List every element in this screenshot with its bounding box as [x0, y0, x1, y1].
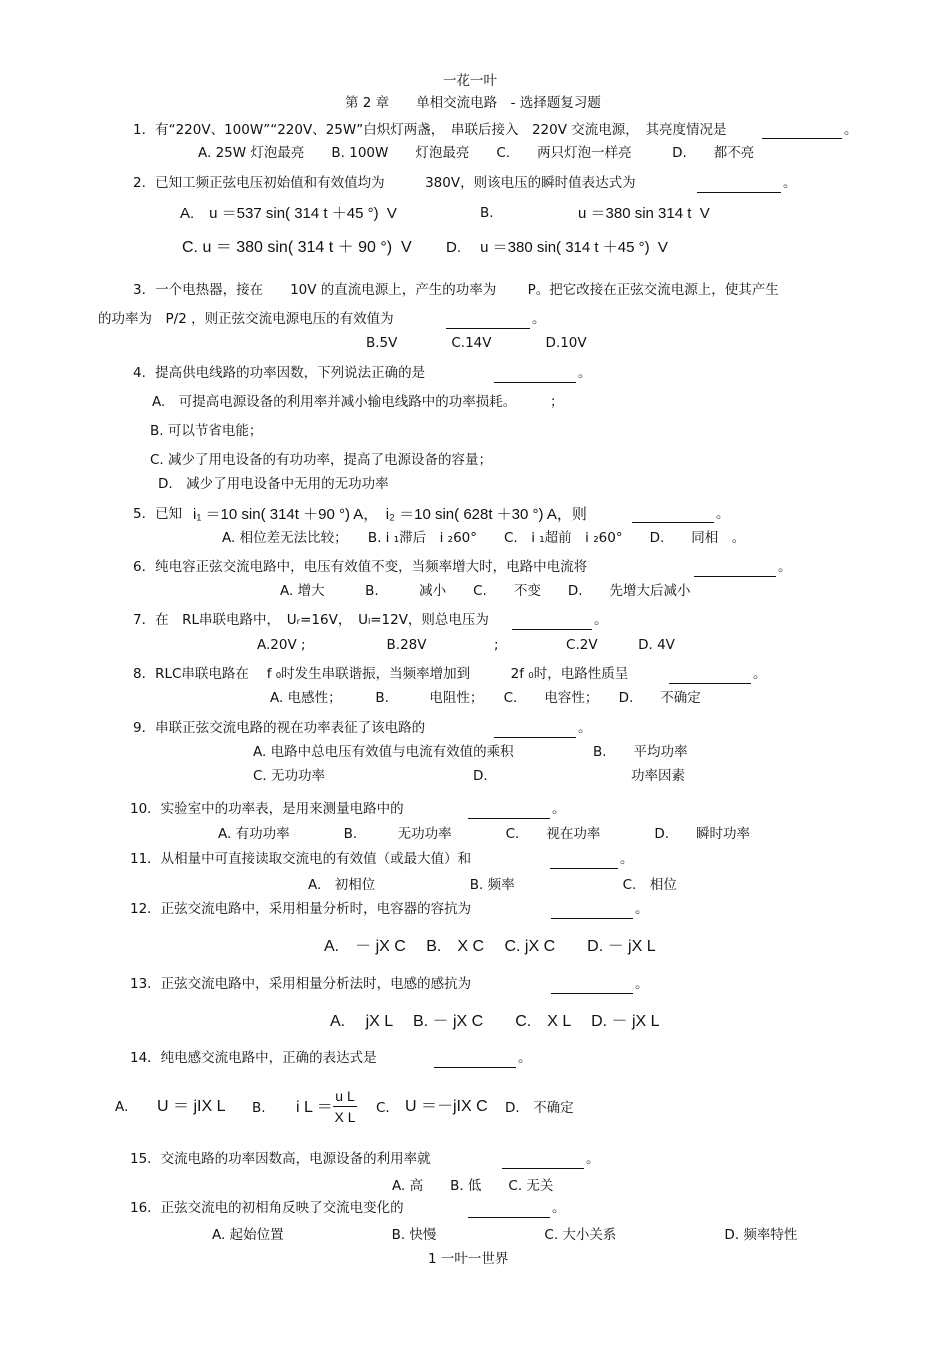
- q16-options: A. 起始位置 B. 快慢 C. 大小关系 D. 频率特性: [212, 1227, 798, 1243]
- q10-period: 。: [552, 801, 566, 817]
- q6-period: 。: [778, 559, 792, 575]
- q11-stem: 11．从相量中可直接读取交流电的有效值（或最大值）和: [130, 851, 472, 867]
- q8-period: 。: [753, 666, 767, 682]
- q10-options: A. 有功功率 B. 无功功率 C. 视在功率 D. 瞬时功率: [218, 826, 751, 842]
- q3-stem-line2: 的功率为 P/2 ，则正弦交流电源电压的有效值为: [98, 311, 394, 327]
- q9-stem: 9．串联正弦交流电路的视在功率表征了该电路的: [133, 720, 426, 736]
- q13-options: A. jX L B. － jX C C. X L D. － jX L: [330, 1013, 660, 1030]
- q7-period: 。: [594, 612, 608, 628]
- q6-blank[interactable]: [694, 576, 776, 577]
- q7-stem: 7．在 RL串联电路中， Uᵣ=16V， Uₗ=12V，则总电压为: [133, 612, 489, 628]
- q5-period: 。: [716, 506, 730, 522]
- q14-option-b-label: B.: [252, 1100, 266, 1116]
- q12-blank[interactable]: [551, 918, 633, 919]
- q4-blank[interactable]: [494, 382, 576, 383]
- q16-stem: 16．正弦交流电的初相角反映了交流电变化的: [130, 1200, 404, 1216]
- q4-period: 。: [578, 365, 592, 381]
- q13-blank[interactable]: [551, 993, 633, 994]
- q6-options: A. 增大 B. 减小 C. 不变 D. 先增大后减小: [280, 583, 691, 599]
- q3-blank[interactable]: [446, 328, 530, 329]
- q14-stem: 14．纯电感交流电路中，正确的表达式是: [130, 1050, 377, 1066]
- q9-option-c: C. 无功功率: [253, 768, 326, 784]
- q11-options: A. 初相位 B. 频率 C. 相位: [308, 877, 677, 893]
- q13-stem: 13．正弦交流电路中，采用相量分析法时，电感的感抗为: [130, 976, 472, 992]
- q14-fraction-denominator: X L: [334, 1109, 356, 1125]
- q5-blank[interactable]: [632, 522, 714, 523]
- q4-option-b: B. 可以节省电能；: [150, 423, 263, 439]
- q3-period: 。: [532, 311, 546, 327]
- q14-option-b-fraction: [333, 1088, 357, 1125]
- q2-option-c: C. u ＝ 380 sin( 314 t ＋ 90 °) V: [182, 239, 412, 256]
- q4-option-a: A. 可提高电源设备的利用率并减小输电线路中的功率损耗。 ；: [152, 394, 564, 410]
- q1-stem: 1．有“220V、100W”“220V、25W”白炽灯两盏， 串联后接入 220V 交流电源， 其亮度情况是: [133, 122, 727, 138]
- chapter-title: 第 2 章 单相交流电路 - 选择题复习题: [345, 95, 601, 111]
- q1-options: A. 25W 灯泡最亮 B. 100W 灯泡最亮 C. 两只灯泡一样亮 D. 都不亮: [198, 145, 755, 161]
- q9-option-d-label: D.: [473, 768, 488, 784]
- q5-expression: i₁ ＝10 sin( 314t ＋90 °) A， i₂ ＝10 sin( 628t ＋30 °) A，则: [193, 506, 587, 523]
- q8-stem: 8．RLC串联电路在 f ₀时发生串联谐振，当频率增加到 2f ₀时，电路性质呈: [133, 666, 629, 682]
- q8-options: A. 电感性； B. 电阻性； C. 电容性； D. 不确定: [270, 690, 701, 706]
- q3-options: B.5V C.14V D.10V: [366, 335, 587, 351]
- q2-blank[interactable]: [697, 192, 781, 193]
- q14-option-c-label: C.: [376, 1100, 390, 1116]
- q4-option-c: C. 减少了用电设备的有功功率，提高了电源设备的容量；: [150, 452, 493, 468]
- q1-blank[interactable]: [762, 138, 842, 139]
- q8-blank[interactable]: [669, 683, 751, 684]
- q2-option-a: A. u ＝537 sin( 314 t ＋45 °) V: [180, 205, 397, 222]
- q2-option-b: u ＝380 sin 314 t V: [578, 205, 710, 222]
- q16-blank[interactable]: [468, 1217, 550, 1218]
- q15-stem: 15．交流电路的功率因数高，电源设备的利用率就: [130, 1151, 431, 1167]
- q9-option-a: A. 电路中总电压有效值与电流有效值的乘积: [253, 744, 514, 760]
- q9-blank[interactable]: [494, 737, 576, 738]
- q2-period: 。: [783, 175, 797, 191]
- q11-period: 。: [620, 851, 634, 867]
- q9-option-b: B. 平均功率: [593, 744, 688, 760]
- q14-option-a: U ＝ jIX L: [157, 1098, 226, 1115]
- q14-option-a-label: A.: [115, 1099, 129, 1115]
- q15-blank[interactable]: [502, 1168, 584, 1169]
- page-footer: 1 一叶一世界: [428, 1251, 509, 1267]
- q14-option-b-lhs: i L ＝: [296, 1099, 333, 1116]
- q3-stem-line1: 3．一个电热器，接在 10V 的直流电源上，产生的功率为 P。把它改接在正弦交流电源上，使其产生: [133, 282, 779, 298]
- q15-period: 。: [586, 1151, 600, 1167]
- q9-option-d: 功率因素: [631, 768, 685, 784]
- q2-option-b-label: B.: [480, 205, 494, 221]
- q15-options: A. 高 B. 低 C. 无关: [392, 1178, 554, 1194]
- q12-period: 。: [635, 901, 649, 917]
- q12-stem: 12．正弦交流电路中，采用相量分析时，电容器的容抗为: [130, 901, 472, 917]
- q14-option-d: D. 不确定: [505, 1100, 574, 1116]
- fraction-bar: [333, 1106, 357, 1107]
- q4-option-d: D. 减少了用电设备中无用的无功功率: [158, 476, 389, 492]
- q2-stem: 2．已知工频正弦电压初始值和有效值均为 380V，则该电压的瞬时值表达式为: [133, 175, 636, 191]
- q5-stem-prefix: 5．已知: [133, 506, 183, 522]
- q10-blank[interactable]: [468, 818, 550, 819]
- q11-blank[interactable]: [550, 868, 618, 869]
- q7-blank[interactable]: [512, 629, 592, 630]
- q1-period: 。: [844, 122, 858, 138]
- page-header: 一花一叶: [443, 73, 497, 89]
- q14-option-c: U ＝－jIX C: [405, 1098, 488, 1115]
- q13-period: 。: [635, 976, 649, 992]
- q6-stem: 6．纯电容正弦交流电路中，电压有效值不变，当频率增大时，电路中电流将: [133, 559, 588, 575]
- q10-stem: 10．实验室中的功率表，是用来测量电路中的: [130, 801, 404, 817]
- q9-period: 。: [578, 720, 592, 736]
- q14-period: 。: [518, 1050, 532, 1066]
- q7-options: A.20V ; B.28V ; C.2V D. 4V: [257, 637, 675, 653]
- q16-period: 。: [552, 1200, 566, 1216]
- q5-options: A. 相位差无法比较； B. i ₁滞后 i ₂60° C. i ₁超前 i ₂60° D. 同相 。: [222, 530, 746, 546]
- q4-stem: 4．提高供电线路的功率因数，下列说法正确的是: [133, 365, 426, 381]
- q12-options: A. － jX C B. X C C. jX C D. － jX L: [324, 938, 656, 955]
- q14-blank[interactable]: [434, 1067, 516, 1068]
- q2-option-d: D. u ＝380 sin( 314 t ＋45 °) V: [446, 239, 668, 256]
- q14-fraction-numerator: u L: [335, 1088, 355, 1104]
